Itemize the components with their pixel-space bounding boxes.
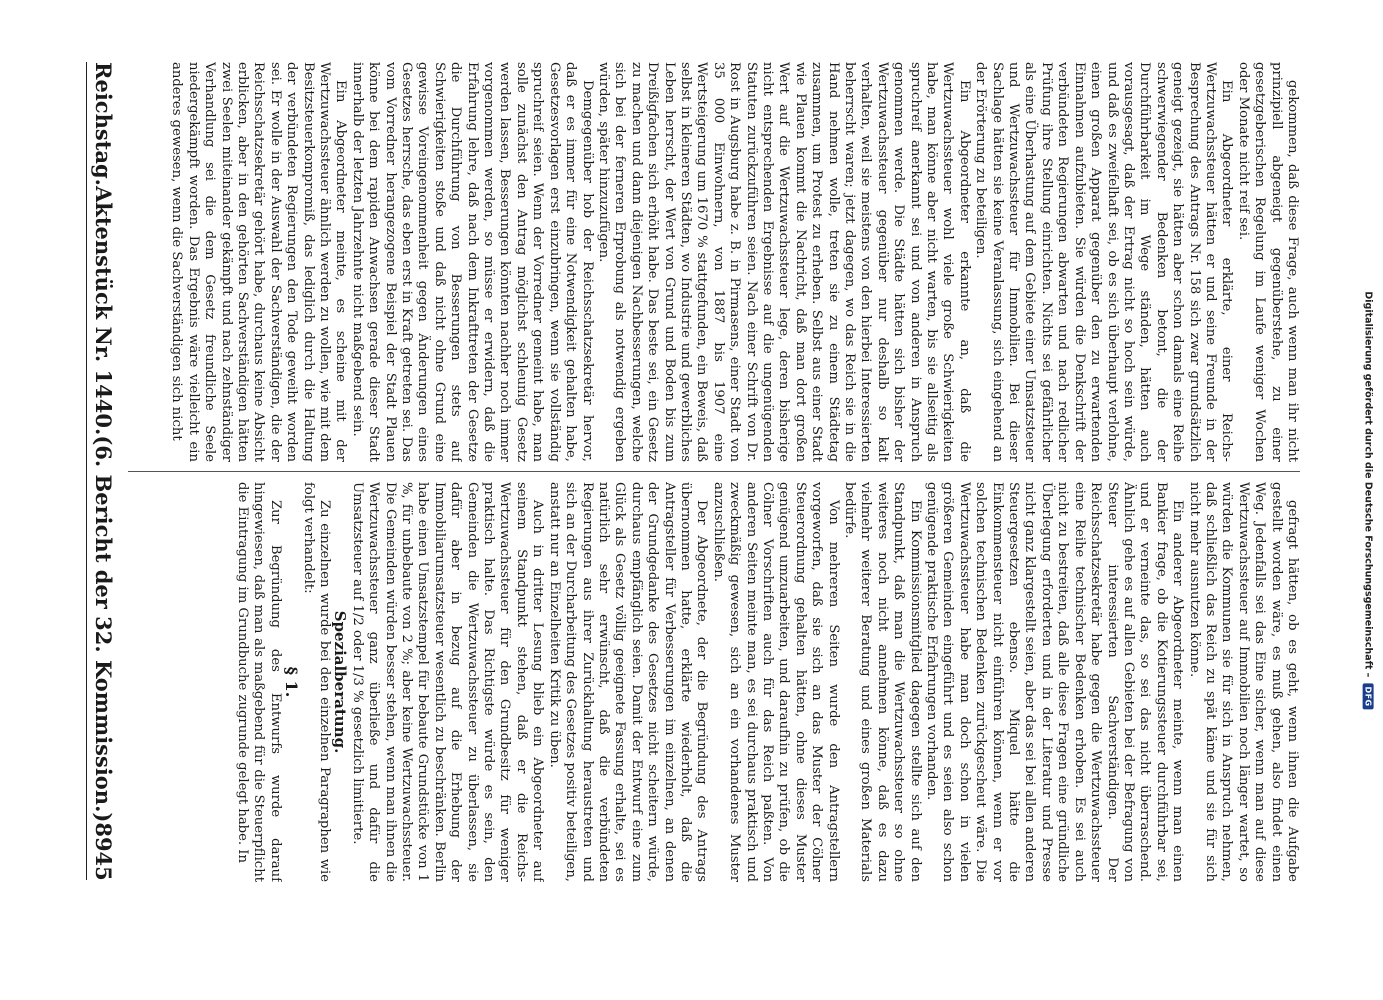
page-number: 8945 (91, 822, 117, 881)
dfg-logo-icon: DFG (1363, 683, 1374, 709)
footer-text: Digitalisierung gefördert durch die Deutsche Forschungsgemeinschaft – (1362, 290, 1374, 677)
right-paragraph: Auch in dritter Lesung blieb ein Abgeordneter auf seinem Standpunkt stehen, daß er die Reichs-Wertzuwachssteuer für den Grundbesitz für weniger praktisch halte. Das Richtigste würde es sein, den Gemeinden die Wertzuwachssteuer zu überlassen, sie dafür aber in bezug auf die Erhebung der Immobiliarumsatzsteuer wesentlich zu beschränken. Berlin habe einen Umsatzstempel für bebaute Grundstücke von 1 %, für unbebaute von 2 %; aber keine Wertzuwachssteuer. Die Gemeinden würden besser stehen, wenn man ihnen die Wertzuwachssteuer ganz überließe und dafür die Umsatzsteuer auf 1/2 oder 1/3 % gesetzlich limitierte. (349, 482, 546, 882)
right-paragraph: Ein anderer Abgeordneter meinte, wenn man einen Bankier frage, ob die Kotierungssteuer durchführbar sei, und er verneinte das, so sei das nicht überraschend. Ähnlich gehe es auf allen Gebieten bei der Befragung von Steuer interessierten Sachverständigen. Der Reichsschatzsekretär habe gegen die Wertzuwachssteuer eine Reihe technischer Bedenken erhoben. Es sei auch nicht zu bestreiten, daß alle diese Fragen eine gründliche Überlegung erforderten und in der Literatur und Presse nicht ganz klargestellt seien, aber das sei bei allen anderen Steuergesetzen ebenso. Miquel hätte die Einkommensteuer nicht einführen können, wenn er vor solchen technischen Bedenken zurückgescheut wäre. Die Wertzuwachssteuer habe man doch schon in vielen größeren Gemeinden eingeführt und es seien also schon genügende praktische Erfahrungen vorhanden. (924, 482, 1186, 882)
page-header (86, 62, 121, 880)
left-paragraph: Demgegenüber hob der Reichsschatzsekretär hervor, daß er es immer für eine Notwendigkeit gehalten habe, Gesetzesvorlagen erst einzubringen, wenn sie vollständig spruchreif seien. Wenn der Vorredner gemeint habe, man solle zunächst den Antrag möglichst schleunig Gesetz werden lassen, Besserungen könnten nachher noch immer vorgenommen werden, so müsse er erwidern, daß die Erfahrung lehre, daß nach dem Inkrafttreten der Gesetze die Durchführung von Besserungen stets auf Schwierigkeiten stoße und daß nicht ohne Grund eine gewisse Voreingenommenheit gegen Änderungen eines Gesetzes herrsche, das eben erst in Kraft getreten sei. Das vom Vorredner herangezogene Beispiel der Stadt Plauen könne bei dem rapiden Anwachsen gerade dieser Stadt innerhalb der letzten Jahrzehnte nicht maßgebend sein. (349, 62, 595, 462)
right-paragraph: gefragt hätten, ob es geht, wenn ihnen die Aufgabe gestellt worden wäre, es muß gehen, also findet einen Weg. Jedenfalls sei das Eine sicher, wenn man auf diese Wertzuwachssteuer auf Immobilien noch länger wartet, so würden die Kommunen sie für sich in Anspruch nehmen, daß schließlich das Reich zu spät käme und sie für sich nicht mehr ausnutzen könne. (1186, 482, 1300, 882)
header-middle: Aktenstück Nr. 1440. (91, 185, 117, 436)
section-heading: Spezialberatung. (331, 610, 350, 754)
left-paragraph: Ein Abgeordneter erkannte an, daß die Wertzuwachssteuer wohl viele große Schwierigkeiten habe, man könne aber nicht warten, bis sie allseitig als spruchreif anerkannt sei und von anderen in Anspruch genommen werde. Die Städte hätten sich bisher der Wertzuwachssteuer gegenüber nur deshalb so kalt verhalten, weil sie meistens von den hierbei Interessierten beherrscht waren; jetzt dagegen, wo das Reich sie in die Hand nehmen wolle, treten sie zu einem Städtetag zusammen, um Protest zu erheben. Selbst aus einer Stadt wie Plauen kommt die Nachricht, daß man dort großen Wert auf die Wertzuwachssteuer lege, deren bisherige nicht entsprechenden Ergebnisse auf die ungenügenden Statuten zurückzuführen seien. Nach einer Schrift von Dr. Rost in Augsburg habe z. B. in Pirmasens, einer Stadt von 35 000 Einwohnern, von 1887 bis 1907 eine Wertsteigerung um 1670 % stattgefunden, ein Beweis, daß selbst in kleineren Städten, wo Industrie und gewerbliches Leben herrscht, der Wert von Grund und Boden bis zum Dreißigfachen sich erhöht habe. Das beste sei, ein Gesetz zu machen und dann diejenigen Nachbesserungen, welche sich bei der ferneren Erprobung als notwendig ergeben würden, später hinzuzufügen. (595, 62, 972, 462)
left-paragraph: gekommen, daß diese Frage, auch wenn man ihr nicht prinzipiell abgeneigt gegenüberstehe, zu einer gesetzgeberischen Regelung im Laufe weniger Wochen oder Monate nicht reif sei. (1235, 62, 1300, 462)
header-left: Reichstag. (91, 62, 117, 186)
header-right-label: (6. Bericht der 32. Kommission.) (91, 435, 117, 823)
column-divider (128, 471, 1300, 472)
section-intro: Zu einzelnen wurde bei den einzelnen Paragraphen wie folgt verhandelt: (300, 482, 333, 882)
left-paragraph: Ein Abgeordneter erklärte, einer Reichs-Wertzuwachssteuer hätten er und seine Freunde in der Besprechung des Antrags Nr. 158 sich zwar grundsätzlich geneigt gezeigt, sie hätten aber schon damals eine Reihe schwerwiegender Bedenken betont, die der Durchführbarkeit im Wege ständen, hätten auch vorausgesagt, daß der Ertrag nicht so hoch sein würde, und daß es zweifelhaft sei, ob es sich überhaupt verlohne, einen großen Apparat gegenüber den zu erwartenden Einnahmen aufzubieten. Sie würden die Denkschrift der verbündeten Regierungen abwarten und nach redlicher Prüfung ihre Stellung einrichten. Nichts sei gefährlicher als eine Überhastung auf dem Gebiete einer Umsatzsteuer und Wertzuwachssteuer für Immobilien. Bei dieser Sachlage hätten sie keine Veranlassung, sich eingehend an der Erörterung zu beteiligen. (973, 62, 1235, 462)
digitization-footer (1356, 12, 1380, 988)
right-paragraph: Der Abgeordnete, der die Begründung des Antrags übernommen hatte, erklärte wiederholt, daß die Antragsteller für Verbesserungen im einzelnen, an denen der Grundgedanke des Gesetzes nicht scheitern würde, durchaus empfänglich seien. Damit der Entwurf eine zum Glück als Gesetz völlig geeignete Fassung erhalte, sei es natürlich sehr erwünscht, daß die verbündeten Regierungen aus ihrer Zurückhaltung heraustreten und sich an der Durcharbeitung des Gesetzes positiv beteiligen, anstatt nur an Einzelheiten Kritik zu üben. (546, 482, 710, 882)
paragraph-text: Zur Begründung des Entwurfs wurde darauf hingewiesen, daß man als maßgebend für die Steuerpflicht die Eintragung im Grundbuche zugrunde gelegt habe. In (235, 482, 283, 882)
right-paragraph: Von mehreren Seiten wurde den Antragstellern vorgeworfen, daß sie sich an das Muster der Cölner Steuerordnung gehalten hätten, ohne dieses Muster genügend umzuarbeiten, und daraufhin zu prüfen, ob die Cölner Vorschriften auch für das Reich paßten. Von anderen Seiten meinte man, es sei durchaus praktisch und zweckmäßig gewesen, sich an ein vorhandenes Muster anzuschließen. (710, 482, 841, 882)
right-text-column (128, 482, 1300, 882)
right-paragraph: Ein Kommissionsmitglied dagegen stellte sich auf den Standpunkt, daß man die Wertzuwachssteuer so ohne weiteres noch nicht annehmen könne, daß es dazu vielmehr weiterer Beratung und eines großen Materials bedürfe. (842, 482, 923, 882)
paragraph-heading: § 1. (282, 666, 302, 698)
left-text-column (128, 62, 1300, 462)
left-paragraph: Ein Abgeordneter meinte, es scheine mit der Wertzuwachssteuer ähnlich werden zu wollen, wie mit dem Besitzsteuerkompromiß, das lediglich durch die Haltung der verbündeten Regierungen den Tode geweiht worden sei. Er wolle in der Auswahl der Sachverständigen, die der Reichsschatzsekretär gehört habe, durchaus keine Absicht erblicken, aber in den gehörten Sachverständigen hätten zwei Seelen miteinander gekämpft und nach zehnständiger Verhandlung sei die dem Gesetz freundliche Seele niedergekämpft worden. Das Ergebnis wäre vielleicht ein anderes gewesen, wenn die Sachverständigen sich nicht (169, 62, 349, 462)
